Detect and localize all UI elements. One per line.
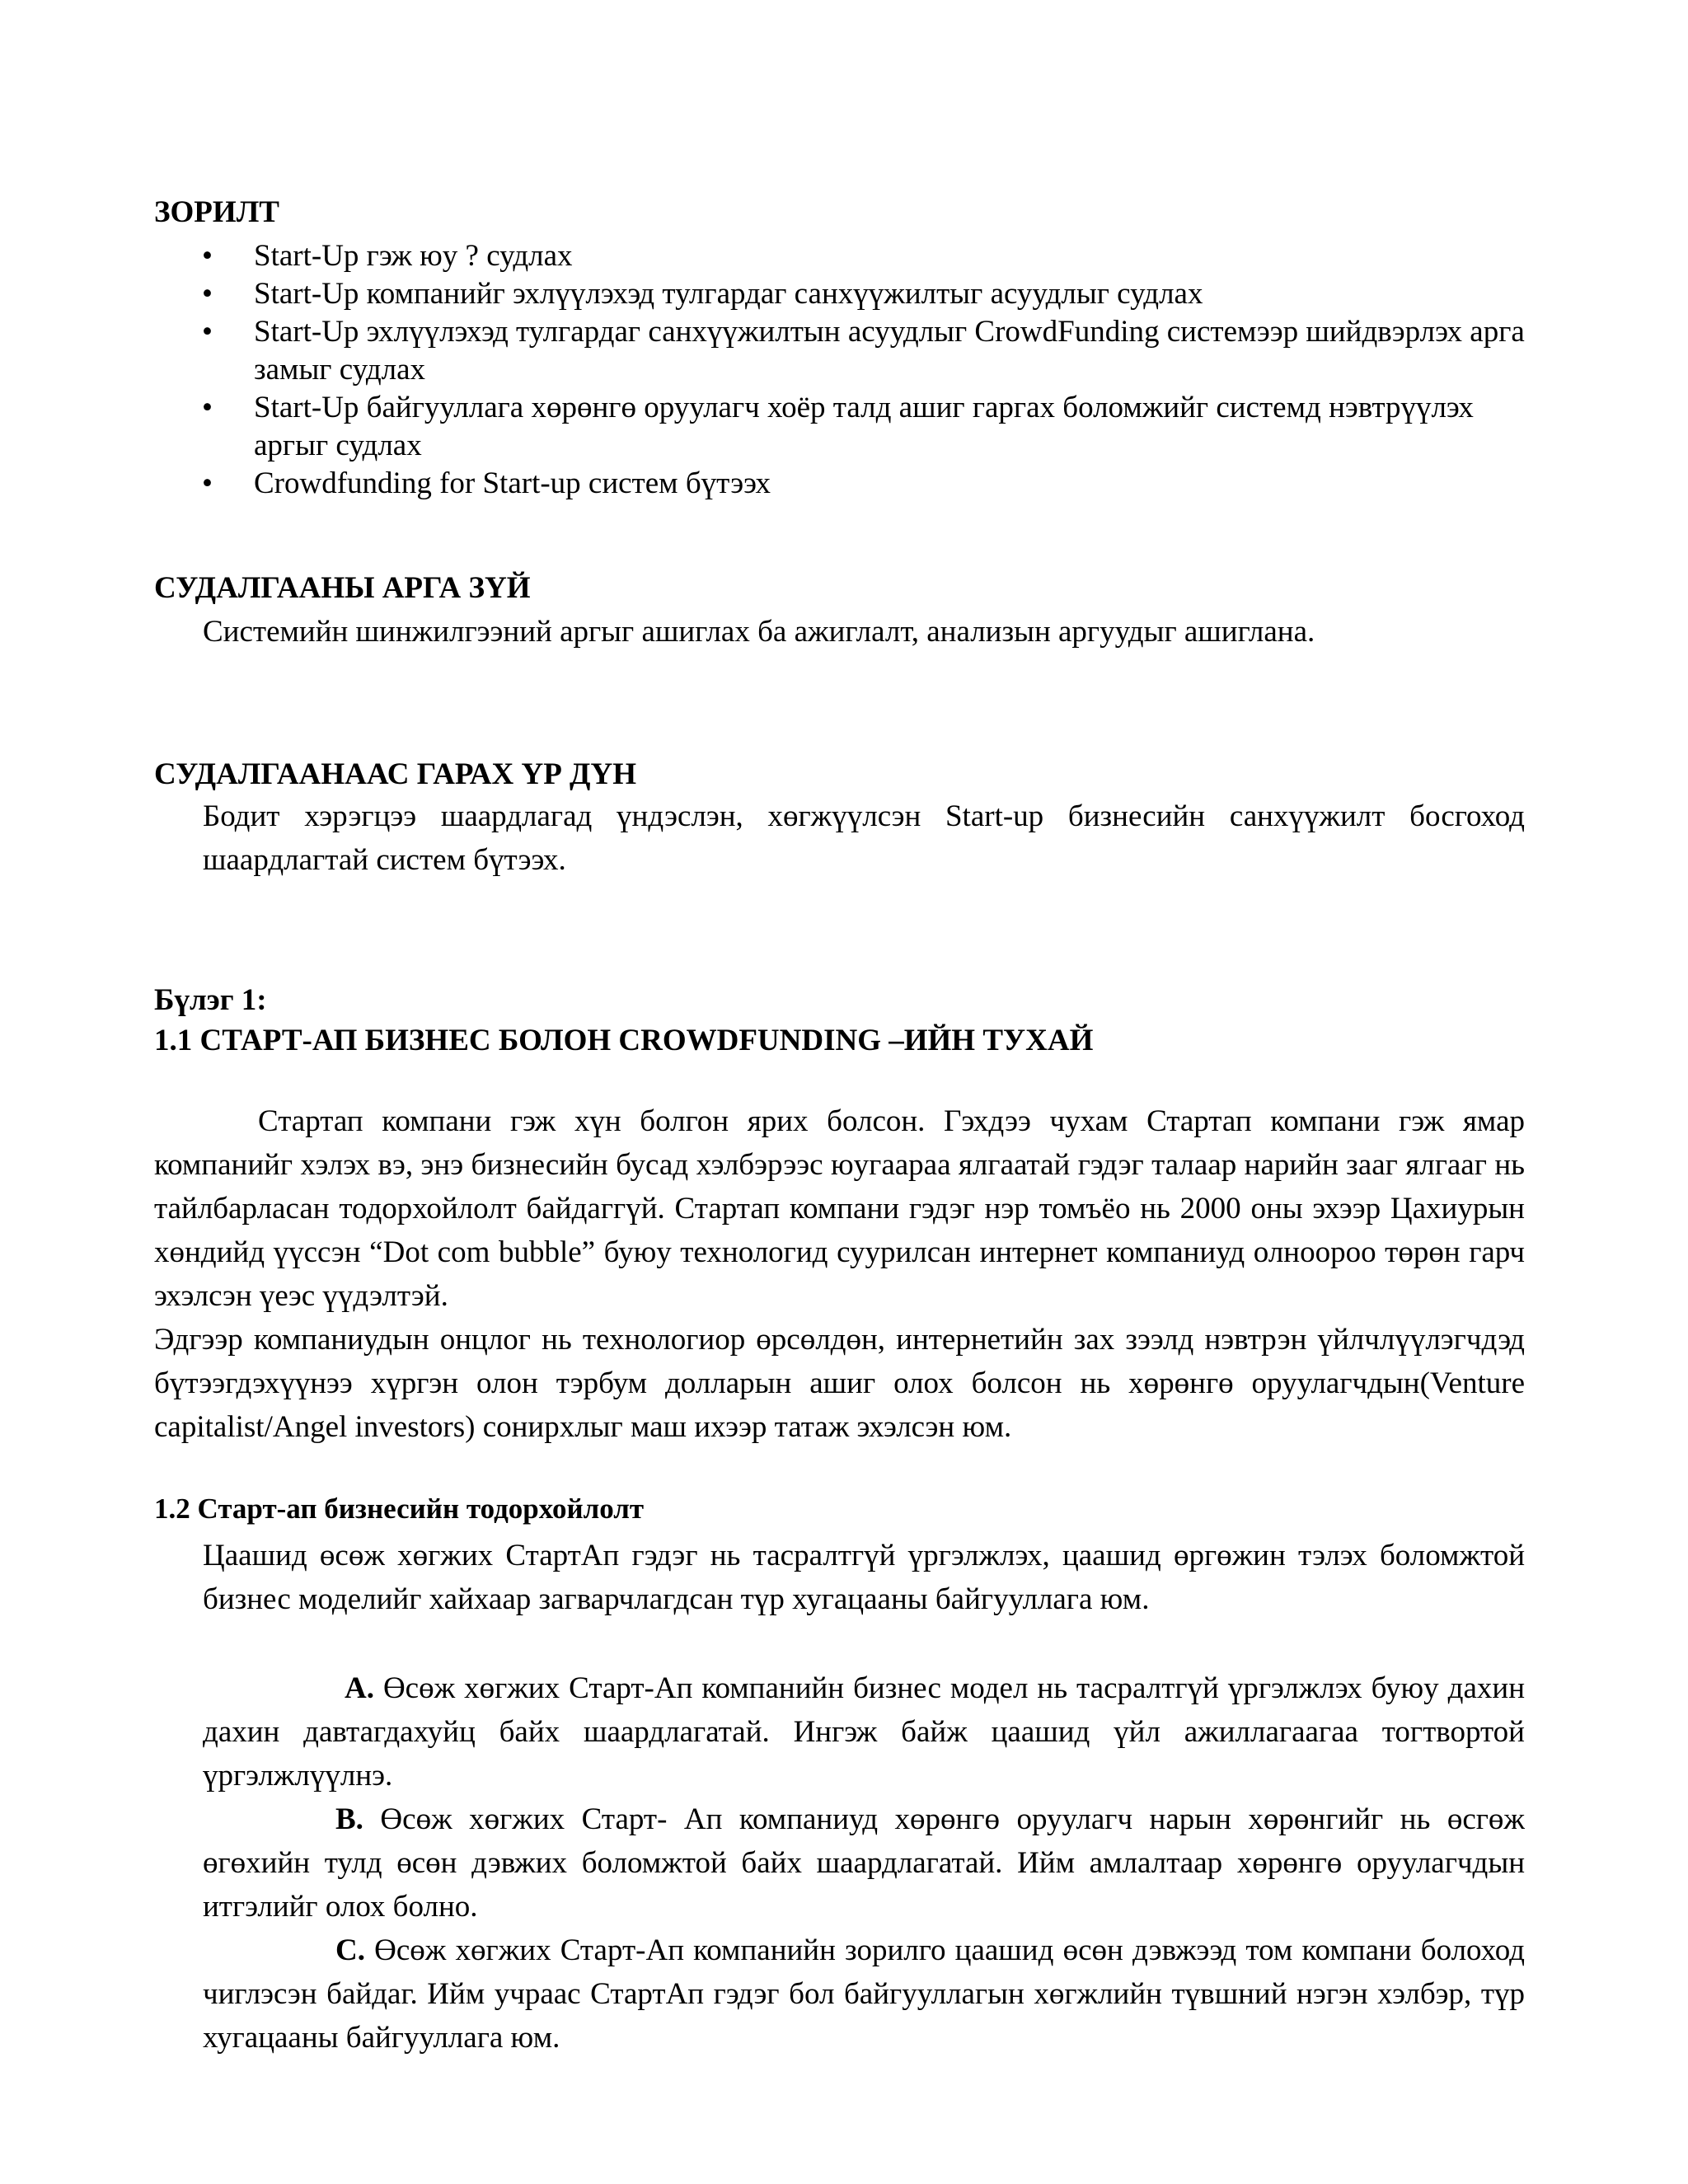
point-text: Өсөж хөгжих Старт-Ап компанийн зорилго цаашид өсөн дэвжээд том компани болоход чиглэсэн байдаг. Ийм учраас СтартАп гэдэг бол байгууллагын хөгжлийн түвшний нэгэн хэлбэр, түр хугацааны байгууллага юм. — [203, 1933, 1525, 2055]
definition-point-c — [203, 1929, 1525, 2060]
bullet-icon: • — [202, 466, 213, 500]
list-item — [154, 237, 1555, 275]
point-marker: B. — [335, 1802, 363, 1836]
definition-heading: 1.2 Старт-ап бизнесийн тодорхойлолт — [154, 1493, 645, 1525]
chapter-paragraph-2: Эдгээр компаниудын онцлог нь технологиор өрсөлдөн, интернетийн зах зээлд нэвтрэн үйлчлүүлэгчдэд бүтээгдэхүүнээ хүргэн олон тэрбум долларын ашиг олох болсон нь хөрөнгө оруулагчдын(Venture capitalist/Angel investors) сонирхлыг маш ихээр татаж эхэлсэн юм. — [154, 1323, 1525, 1444]
point-marker: A. — [345, 1671, 374, 1705]
chapter-label: Бүлэг 1: — [154, 983, 267, 1017]
list-item — [154, 465, 1555, 503]
bullet-icon: • — [202, 315, 213, 349]
list-item — [154, 389, 1555, 465]
goal-item-text: Start-Up компанийг эхлүүлэхэд тулгардаг санхүүжилтыг асуудлыг судлах — [254, 277, 1203, 311]
method-text: Системийн шинжилгээний аргыг ашиглах ба ажиглалт, анализын аргуудыг ашиглана. — [203, 615, 1315, 649]
point-marker: C. — [335, 1933, 365, 1967]
list-item — [154, 275, 1555, 313]
goal-item-text: Crowdfunding for Start-up систем бүтээх — [254, 466, 771, 500]
point-text: Өсөж хөгжих Старт-Ап компанийн бизнес модел нь тасралтгүй үргэлжлэх буюу дахин дахин давтагдахуйц байх шаардлагатай. Ингэж байж цаашид үйл ажиллагаагаа тогтвортой үргэлжлүүлнэ. — [203, 1671, 1525, 1793]
method-heading: СУДАЛГААНЫ АРГА ЗҮЙ — [154, 571, 531, 605]
goal-item-text: Start-Up гэж юу ? судлах — [254, 239, 573, 273]
definition-text: Цаашид өсөж хөгжих СтартАп гэдэг нь тасралтгүй үргэлжлэх, цаашид өргөжин тэлэх боломжтой бизнес моделийг хайхаар загварчлагдсан түр хугацааны байгууллага юм. — [203, 1539, 1525, 1616]
bullet-icon: • — [202, 391, 213, 424]
list-item — [154, 313, 1555, 389]
goal-heading: ЗОРИЛТ — [154, 195, 279, 229]
definition-point-a — [203, 1666, 1525, 1797]
goal-item-text: Start-Up эхлүүлэхэд тулгардаг санхүүжилтын асуудлыг CrowdFunding системээр шийдвэрлэх арга замыг судлах — [254, 315, 1525, 387]
chapter-title: 1.1 СТАРТ-АП БИЗНЕС БОЛОН CROWDFUNDING –ИЙН ТУХАЙ — [154, 1024, 1094, 1057]
definition-point-b — [203, 1797, 1525, 1929]
result-text: Бодит хэрэгцээ шаардлагад үндэслэн, хөгжүүлсэн Start-up бизнесийн санхүүжилт босгоход шаардлагтай систем бүтээх. — [203, 799, 1525, 877]
point-text: Өсөж хөгжих Старт- Ап компаниуд хөрөнгө оруулагч нарын хөрөнгийг нь өсгөж өгөхийн тулд өсөн дэвжих боломжтой байх шаардлагатай. Ийм амлалтаар хөрөнгө оруулагчдын итгэлийг олох болно. — [203, 1802, 1525, 1924]
chapter-paragraph-1: Стартап компани гэж хүн болгон ярих болсон. Гэхдээ чухам Стартап компани гэж ямар компанийг хэлэх вэ, энэ бизнесийн бусад хэлбэрээс юугаараа ялгаатай гэдэг талаар нарийн зааг ялгааг нь тайлбарласан тодорхойлолт байдаггүй. Стартап компани гэдэг нэр томъёо нь 2000 оны эхээр Цахиурын хөндийд үүссэн “Dot com bubble” буюу технологид суурилсан интернет компаниуд олноороо төрөн гарч эхэлсэн үеэс үүдэлтэй. — [154, 1104, 1525, 1313]
result-heading: СУДАЛГААНААС ГАРАХ ҮР ДҮН — [154, 757, 637, 791]
bullet-icon: • — [202, 277, 213, 311]
goal-list — [154, 237, 1555, 503]
goal-item-text: Start-Up байгууллага хөрөнгө оруулагч хоёр талд ашиг гаргах боломжийг системд нэвтрүүлэх аргыг судлах — [254, 391, 1474, 462]
bullet-icon: • — [202, 239, 213, 273]
